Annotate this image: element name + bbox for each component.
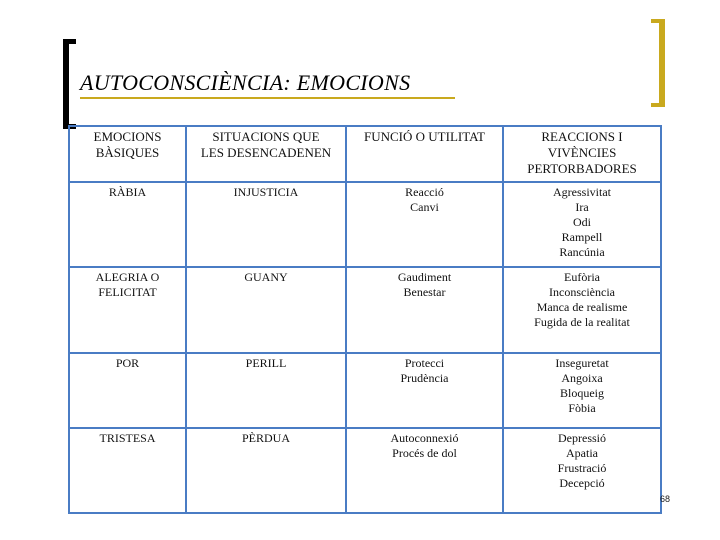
reactions-cell xyxy=(503,267,661,353)
table-row xyxy=(69,353,661,428)
reactions-cell xyxy=(503,182,661,267)
situation-cell xyxy=(186,182,346,267)
table-row xyxy=(69,267,661,353)
header-cell xyxy=(186,126,346,182)
cell-line: Procés de dol xyxy=(392,446,457,460)
emotion-cell xyxy=(69,353,186,428)
cell-line: Odi xyxy=(573,215,591,229)
header-line: VIVÈNCIES xyxy=(547,145,617,160)
header-line: PERTORBADORES xyxy=(527,161,637,176)
reactions-cell xyxy=(503,353,661,428)
emotions-table xyxy=(68,125,662,514)
function-cell xyxy=(346,353,503,428)
emotion-cell xyxy=(69,428,186,513)
cell-line: Rampell xyxy=(561,230,603,244)
header-line: EMOCIONS xyxy=(93,129,162,144)
header-line: REACCIONS I xyxy=(541,129,623,144)
left-bracket-decoration xyxy=(63,39,76,129)
header-cell xyxy=(503,126,661,182)
cell-line: FELICITAT xyxy=(98,285,157,299)
reactions-cell xyxy=(503,428,661,513)
cell-line: Reacció xyxy=(405,185,444,199)
cell-line: Inconsciència xyxy=(549,285,615,299)
function-cell xyxy=(346,267,503,353)
cell-line: Ira xyxy=(575,200,589,214)
cell-line: Decepció xyxy=(559,476,605,490)
situation-cell xyxy=(186,428,346,513)
cell-line: Benestar xyxy=(403,285,446,299)
cell-line: Angoixa xyxy=(561,371,603,385)
cell-line: PERILL xyxy=(245,356,287,370)
cell-line: Eufòria xyxy=(564,270,600,284)
cell-line: Rancúnia xyxy=(559,245,605,259)
cell-line: Prudència xyxy=(400,371,449,385)
header-line: BÀSIQUES xyxy=(95,145,160,160)
situation-cell xyxy=(186,267,346,353)
header-line: SITUACIONS QUE xyxy=(212,129,320,144)
cell-line: GUANY xyxy=(244,270,288,284)
cell-line: Inseguretat xyxy=(555,356,609,370)
cell-line: Apatia xyxy=(566,446,598,460)
cell-line: Gaudiment xyxy=(397,270,452,284)
cell-line: RÀBIA xyxy=(108,185,147,199)
emotion-cell xyxy=(69,267,186,353)
table-row xyxy=(69,182,661,267)
cell-line: PÈRDUA xyxy=(241,431,290,445)
cell-line: INJUSTICIA xyxy=(233,185,299,199)
header-line: FUNCIÓ O UTILITAT xyxy=(364,129,485,144)
cell-line: ALEGRIA O xyxy=(95,270,160,284)
header-cell xyxy=(69,126,186,182)
cell-line: Protecci xyxy=(404,356,445,370)
cell-line: POR xyxy=(115,356,140,370)
function-cell xyxy=(346,428,503,513)
right-bracket-decoration xyxy=(651,19,665,107)
situation-cell xyxy=(186,353,346,428)
function-cell xyxy=(346,182,503,267)
cell-line: Canvi xyxy=(410,200,439,214)
table-header-row xyxy=(69,126,661,182)
cell-line: TRISTESA xyxy=(99,431,156,445)
emotion-cell xyxy=(69,182,186,267)
header-cell xyxy=(346,126,503,182)
slide-title: AUTOCONSCIÈNCIA: EMOCIONS xyxy=(80,70,411,95)
cell-line: Fòbia xyxy=(568,401,596,415)
table-row xyxy=(69,428,661,513)
cell-line: Autoconnexió xyxy=(390,431,459,445)
title-underline xyxy=(80,97,455,99)
cell-line: Depressió xyxy=(558,431,606,445)
cell-line: Frustració xyxy=(557,461,607,475)
cell-line: Manca de realisme xyxy=(536,300,628,314)
cell-line: Agressivitat xyxy=(553,185,611,199)
page-number: 68 xyxy=(660,494,671,504)
header-line: LES DESENCADENEN xyxy=(200,145,332,160)
cell-line: Fugida de la realitat xyxy=(534,315,630,329)
cell-line: Bloqueig xyxy=(560,386,604,400)
